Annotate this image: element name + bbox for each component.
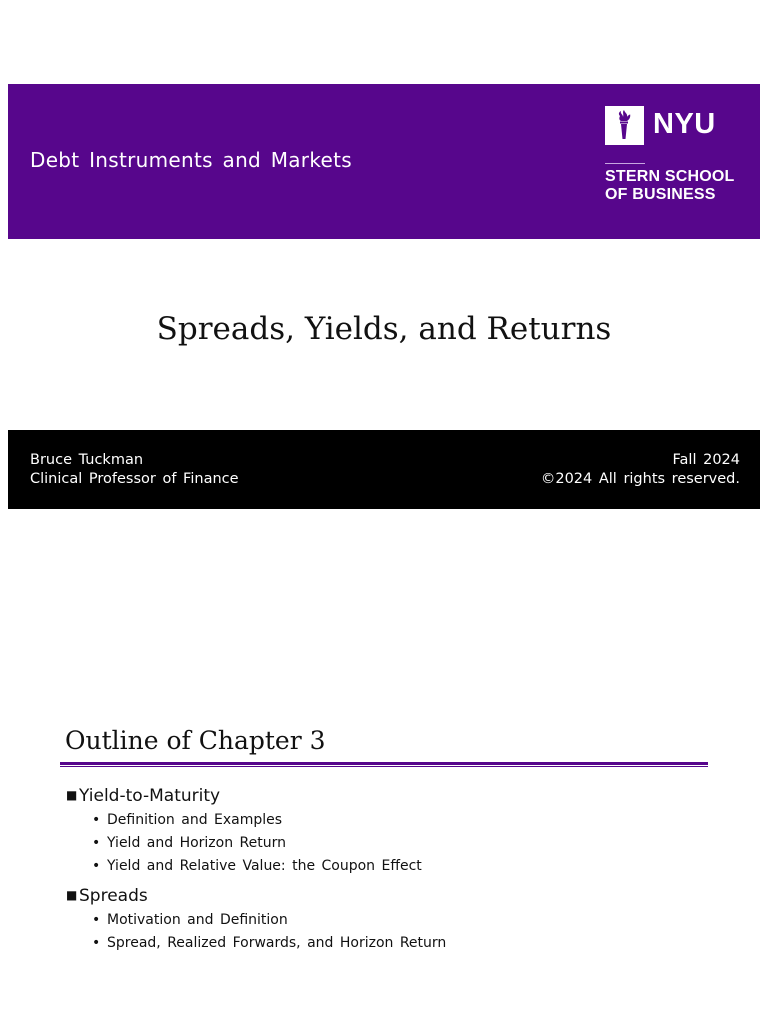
course-title: Debt Instruments and Markets [30, 148, 352, 172]
item-label: Yield and Relative Value: the Coupon Effect [107, 858, 422, 874]
torch-icon [605, 106, 644, 145]
dot-bullet-icon: • [92, 835, 101, 851]
section-label: Spreads [79, 886, 148, 906]
term: Fall 2024 [672, 452, 740, 468]
section-label: Yield-to-Maturity [79, 786, 221, 806]
item-label: Spread, Realized Forwards, and Horizon Return [107, 935, 447, 951]
copyright: ©2024 All rights reserved. [540, 471, 740, 487]
logo-school-line-2: OF BUSINESS [605, 186, 716, 203]
item-label: Definition and Examples [107, 812, 283, 828]
outline-item [92, 812, 282, 828]
author-name: Bruce Tuckman [30, 452, 144, 468]
logo-school-line-1: STERN SCHOOL [605, 168, 735, 185]
item-label: Motivation and Definition [107, 912, 288, 928]
nyu-stern-logo [605, 106, 755, 221]
slide-title: Spreads, Yields, and Returns [156, 311, 612, 347]
outline-item [92, 858, 422, 874]
header-band [8, 84, 760, 239]
outline-item [92, 835, 286, 851]
outline-title: Outline of Chapter 3 [65, 726, 326, 755]
outline-section [66, 786, 220, 806]
author-position: Clinical Professor of Finance [30, 471, 239, 487]
author-band [8, 430, 760, 509]
dot-bullet-icon: • [92, 912, 101, 928]
logo-wordmark: NYU [653, 108, 716, 140]
outline-divider-thin [60, 766, 708, 767]
square-bullet-icon: ■ [66, 788, 78, 802]
square-bullet-icon: ■ [66, 888, 78, 902]
author-block [30, 451, 239, 489]
outline-divider [60, 762, 708, 765]
outline-item [92, 912, 288, 928]
outline-item [92, 935, 446, 951]
item-label: Yield and Horizon Return [107, 835, 287, 851]
dot-bullet-icon: • [92, 858, 101, 874]
term-block [541, 451, 740, 489]
logo-divider [605, 163, 645, 164]
dot-bullet-icon: • [92, 935, 101, 951]
dot-bullet-icon: • [92, 812, 101, 828]
outline-section [66, 886, 148, 906]
